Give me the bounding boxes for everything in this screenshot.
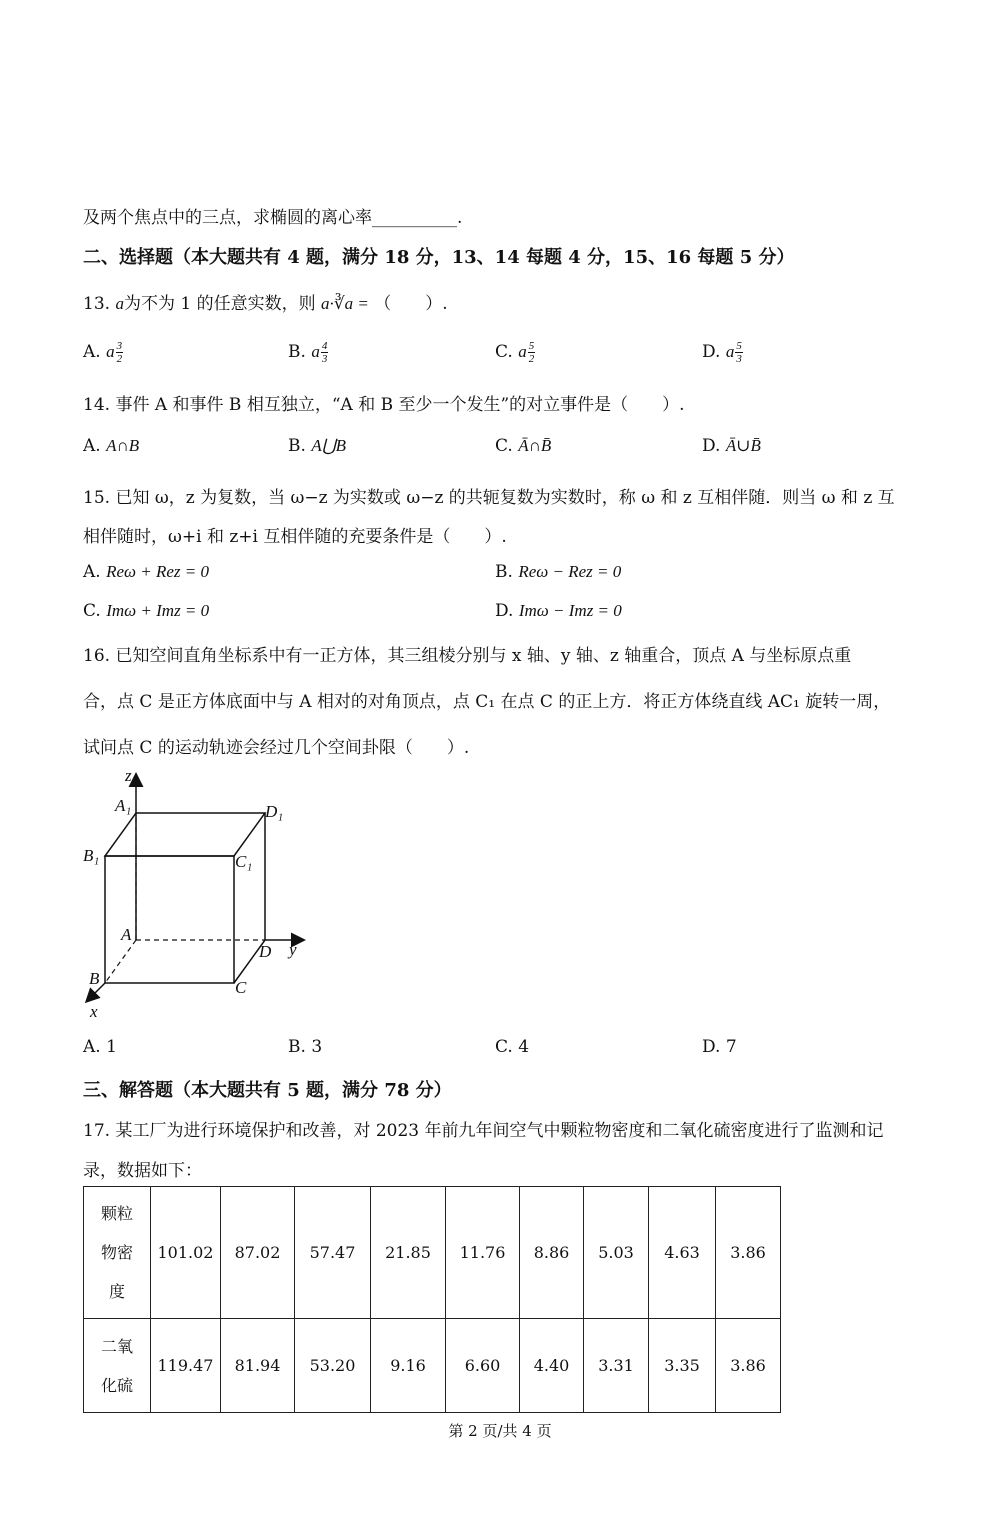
table-cell: 101.02 [151, 1187, 221, 1319]
option-label: C. [83, 601, 101, 621]
edge-AB [105, 940, 136, 983]
data-table [83, 1186, 781, 1413]
table-cell: 5.03 [584, 1187, 649, 1319]
label-C1: C₁ [235, 852, 253, 871]
q14-option-c[interactable] [495, 436, 551, 456]
q13-option-c[interactable] [495, 340, 535, 365]
row-header-so2 [84, 1319, 151, 1413]
table-cell: 87.02 [221, 1187, 295, 1319]
table-cell: 3.35 [649, 1319, 716, 1413]
option-label: D. [702, 342, 721, 362]
table-cell: 3.86 [716, 1319, 781, 1413]
q15-option-b[interactable] [495, 562, 621, 582]
q15-stem-line1: 15. 已知 ω，z 为复数，当 ω−z 为实数或 ω−z 的共轭复数为实数时，称 ω 和 z 互相伴随．则当 ω 和 z 互 [83, 488, 895, 508]
table-cell: 81.94 [221, 1319, 295, 1413]
q17-stem-line2: 录，数据如下： [83, 1161, 202, 1181]
exp-num: 5 [528, 340, 535, 352]
option-label: D. [702, 436, 721, 456]
exp-den: 2 [116, 353, 123, 365]
table-cell: 4.63 [649, 1187, 716, 1319]
q13-option-b[interactable] [288, 340, 328, 365]
option-label: B. [288, 1037, 306, 1057]
label-B: B [89, 969, 100, 988]
page-footer: 第 2 页/共 4 页 [448, 1422, 552, 1440]
option-expr: A⋃B [311, 436, 347, 455]
q15-option-d[interactable] [495, 601, 622, 621]
q13-option-d[interactable] [702, 340, 743, 365]
q13-expr: a·∛a = [320, 294, 369, 313]
q15-stem-line2: 相伴随时，ω+i 和 z+i 互相伴随的充要条件是（ ）. [83, 527, 507, 547]
row-header-line: 二氧 [100, 1336, 133, 1356]
label-x: x [90, 1002, 98, 1021]
option-label: B. [495, 562, 513, 582]
label-D: D [259, 942, 272, 961]
exp-num: 4 [321, 340, 328, 352]
exp-num: 3 [116, 340, 123, 352]
label-D1: D₁ [265, 802, 284, 821]
table-cell: 8.86 [520, 1187, 584, 1319]
table-cell: 6.60 [446, 1319, 520, 1413]
option-label: C. [495, 1037, 513, 1057]
q15-option-c[interactable] [83, 601, 209, 621]
table-cell: 57.47 [295, 1187, 371, 1319]
q15-option-a[interactable] [83, 562, 209, 582]
option-label: B. [288, 436, 306, 456]
option-base: a [311, 342, 320, 361]
front-face [105, 856, 234, 983]
exp-den: 2 [528, 353, 535, 365]
row-header-line: 物密 [100, 1243, 133, 1262]
q13-stem [83, 289, 448, 314]
exponent-fraction [528, 340, 536, 365]
cube-figure [75, 765, 325, 1025]
table-cell: 21.85 [371, 1187, 446, 1319]
q14-option-d[interactable] [702, 436, 761, 456]
section-3-title: 三、解答题（本大题共有 5 题，满分 78 分） [83, 1080, 452, 1101]
row-header-line: 度 [108, 1282, 125, 1301]
table-cell: 3.86 [716, 1187, 781, 1319]
exponent-fraction [735, 340, 743, 365]
option-label: D. [702, 1037, 721, 1057]
q16-option-c[interactable] [495, 1037, 529, 1057]
q13-option-a[interactable] [83, 340, 123, 365]
table-cell: 11.76 [446, 1187, 520, 1319]
option-label: A. [83, 1037, 101, 1057]
table-cell: 3.31 [584, 1319, 649, 1413]
label-C: C [235, 978, 247, 997]
exp-den: 3 [736, 353, 742, 365]
q16-stem-line3: 试问点 C 的运动轨迹会经过几个空间卦限（ ）. [83, 738, 470, 758]
option-label: A. [83, 342, 101, 362]
label-B1: B₁ [83, 846, 100, 865]
row-header-line: 颗粒 [100, 1204, 133, 1223]
exponent-fraction [116, 340, 124, 365]
option-label: C. [495, 342, 513, 362]
q16-stem-line1: 16. 已知空间直角坐标系中有一正方体，其三组棱分别与 x 轴、y 轴、z 轴重合，顶点 A 与坐标原点重 [83, 646, 852, 666]
q13-var: a [115, 294, 124, 313]
option-expr: Reω − Rez = 0 [518, 562, 622, 581]
section-2-title: 二、选择题（本大题共有 4 题，满分 18 分，13、14 每题 4 分，15、16 每题 5 分） [83, 247, 795, 268]
table-cell: 119.47 [151, 1319, 221, 1413]
label-y: y [289, 940, 297, 959]
option-value: 3 [311, 1037, 323, 1057]
q13-text: 为不为 1 的任意实数，则 [123, 294, 316, 314]
q14-stem: 14. 事件 A 和事件 B 相互独立，“A 和 B 至少一个发生”的对立事件是（ ）. [83, 395, 685, 415]
table-row-so2 [84, 1319, 781, 1413]
option-expr: Ā∩B̄ [518, 436, 552, 455]
option-label: A. [83, 562, 101, 582]
q16-stem-line2: 合，点 C 是正方体底面中与 A 相对的对角顶点，点 C₁ 在点 C 的正上方．将正方体绕直线 AC₁ 旋转一周， [83, 692, 891, 712]
table-cell: 53.20 [295, 1319, 371, 1413]
exp-den: 3 [321, 353, 328, 365]
option-base: a [106, 342, 115, 361]
option-label: A. [83, 436, 101, 456]
top-face [105, 813, 265, 856]
option-base: a [518, 342, 527, 361]
option-value: 4 [518, 1037, 530, 1057]
option-base: a [725, 342, 735, 361]
q14-option-a[interactable] [83, 436, 139, 456]
option-value: 1 [106, 1037, 117, 1057]
q13-number: 13. [83, 294, 111, 314]
q13-paren: （ ）. [374, 294, 448, 314]
table-row-particulate [84, 1187, 781, 1319]
exp-num: 5 [736, 340, 742, 352]
q14-option-b[interactable] [288, 436, 346, 456]
row-header-particulate [84, 1187, 151, 1319]
q17-stem-line1: 17. 某工厂为进行环境保护和改善，对 2023 年前九年间空气中颗粒物密度和二氧化硫密度进行了监测和记 [83, 1121, 884, 1141]
exponent-fraction [321, 340, 329, 365]
q12-tail [83, 203, 462, 228]
option-expr: A∩B [106, 436, 140, 455]
option-label: B. [288, 342, 306, 362]
option-expr: Imω − Imz = 0 [518, 601, 622, 620]
q16-option-a[interactable] [83, 1037, 117, 1057]
option-expr: Reω + Rez = 0 [106, 562, 210, 581]
table-cell: 4.40 [520, 1319, 584, 1413]
option-label: C. [495, 436, 513, 456]
option-expr: Imω + Imz = 0 [106, 601, 210, 620]
label-z: z [125, 766, 132, 785]
label-A1: A₁ [115, 796, 132, 815]
table-cell: 9.16 [371, 1319, 446, 1413]
option-expr: Ā∪B̄ [725, 436, 761, 455]
label-A: A [121, 925, 132, 944]
q12-blank: __________. [372, 208, 463, 228]
q16-option-d[interactable] [702, 1037, 737, 1057]
option-value: 7 [725, 1037, 737, 1057]
q12-text: 及两个焦点中的三点，求椭圆的离心率 [83, 208, 372, 228]
option-label: D. [495, 601, 514, 621]
row-header-line: 化硫 [100, 1375, 133, 1395]
q16-option-b[interactable] [288, 1037, 322, 1057]
